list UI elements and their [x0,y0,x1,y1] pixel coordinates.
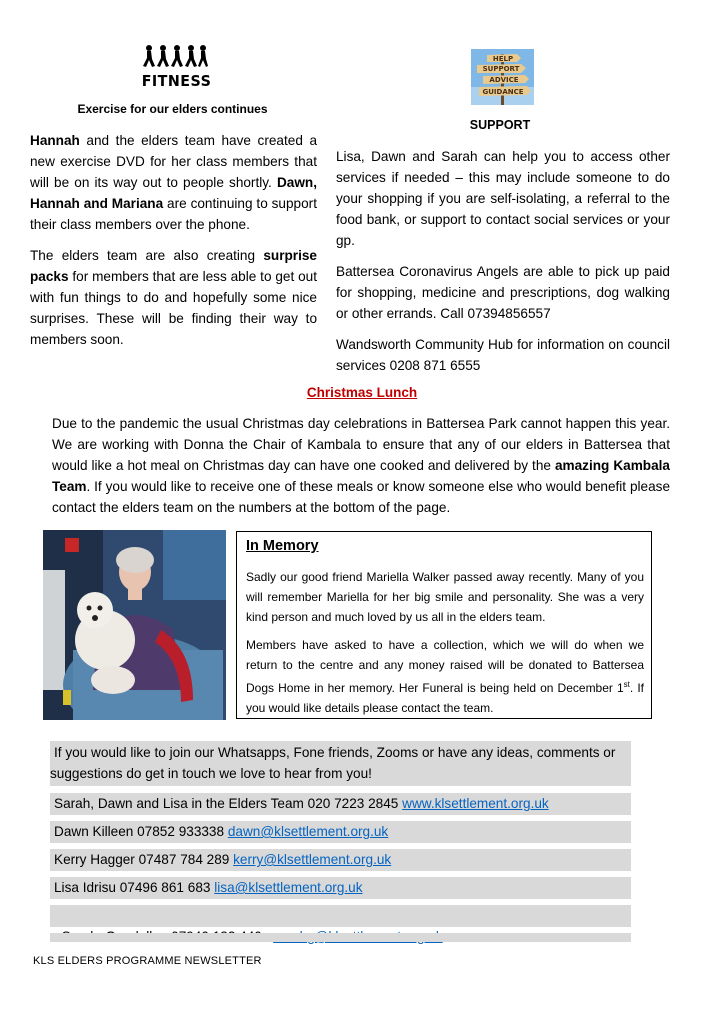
svg-text:SUPPORT: SUPPORT [482,65,520,73]
support-paragraph-2: Battersea Coronavirus Angels are able to pick up paid for shopping, medicine and prescriptions, dog walking or other errands. Call 07394856557 [336,264,670,321]
contact-bar-spacer [50,933,631,942]
fitness-heading: Exercise for our elders continues [77,102,268,116]
svg-text:GUIDANCE: GUIDANCE [482,88,524,96]
email-link[interactable]: kerry@klsettlement.org.uk [233,852,392,867]
christmas-body: Due to the pandemic the usual Christmas day celebrations in Battersea Park cannot happen this year. We are working with Donna the Chair of Kambala to ensure that any of our elders in Battersea that would like a hot meal on Christmas day can have one cooked and delivered by the amazing Kambala Team. If you would like to receive one of these meals or know someone else who would benefit please contact the elders team on the numbers at the bottom of the page. [52,416,670,515]
memorial-photo [43,530,226,720]
contact-row: Dawn Killeen 07852 933338 dawn@klsettlement.org.uk [50,821,631,843]
contact-row: Sarah, Dawn and Lisa in the Elders Team 020 7223 2845 www.klsettlement.org.uk [50,793,631,815]
support-paragraph-1: Lisa, Dawn and Sarah can help you to access other services if needed – this may include someone to do your shopping if you are self-isolating, a referral to the food bank, or support to contact social services or your gp. [336,149,670,248]
fitness-paragraph-2: The elders team are also creating surprise packs for members that are less able to get out with fun things to do and hopefully some nice surprises. These will be finding their way to members soon. [30,248,317,347]
support-section [336,146,670,386]
email-link[interactable]: dawn@klsettlement.org.uk [227,824,389,839]
support-heading: SUPPORT [469,118,531,132]
runners-icon [140,44,208,74]
fitness-section [30,130,317,360]
in-memory-paragraph-1: Sadly our good friend Mariella Walker passed away recently. Many of you will remember Mariella for her big smile and personality. She was a very kind person and much loved by us all in the elders team. [246,570,644,624]
svg-text:HELP: HELP [492,55,514,63]
christmas-heading: Christmas Lunch [306,385,418,400]
fitness-paragraph-1: Hannah and the elders team have created a new exercise DVD for her class members that will be on its way out to people shortly. Dawn, Hannah and Mariana are continuing to support their class members over the phone. [30,133,317,232]
in-memory-body [246,567,644,726]
in-memory-paragraph-2: Members have asked to have a collection, which we will do when we return to the centre and any money raised will be donated to Battersea Dogs Home in her memory. Her Funeral is being held on December 1st. If you would like details please contact the team. [246,638,644,715]
email-link[interactable]: lisa@klsettlement.org.uk [214,880,363,895]
support-signpost-image [471,49,534,105]
svg-text:ADVICE: ADVICE [489,76,519,84]
fitness-logo-text: FITNESS [141,72,212,90]
website-link[interactable]: www.klsettlement.org.uk [402,796,549,811]
support-paragraph-3: Wandsworth Community Hub for information on council services 0208 871 6555 [336,337,670,373]
in-memory-title: In Memory [246,538,319,554]
footer-text: KLS ELDERS PROGRAMME NEWSLETTER [33,955,262,967]
contact-row: Lisa Idrisu 07496 861 683 lisa@klsettlement.org.uk [50,877,631,899]
contact-intro: If you would like to join our Whatsapps, Fone friends, Zooms or have any ideas, comments or suggestions do get in touch we love to hear from you! [50,741,631,786]
in-memory-box [236,531,652,719]
contact-row [50,905,631,927]
contact-row: Kerry Hagger 07487 784 289 kerry@klsettlement.org.uk [50,849,631,871]
